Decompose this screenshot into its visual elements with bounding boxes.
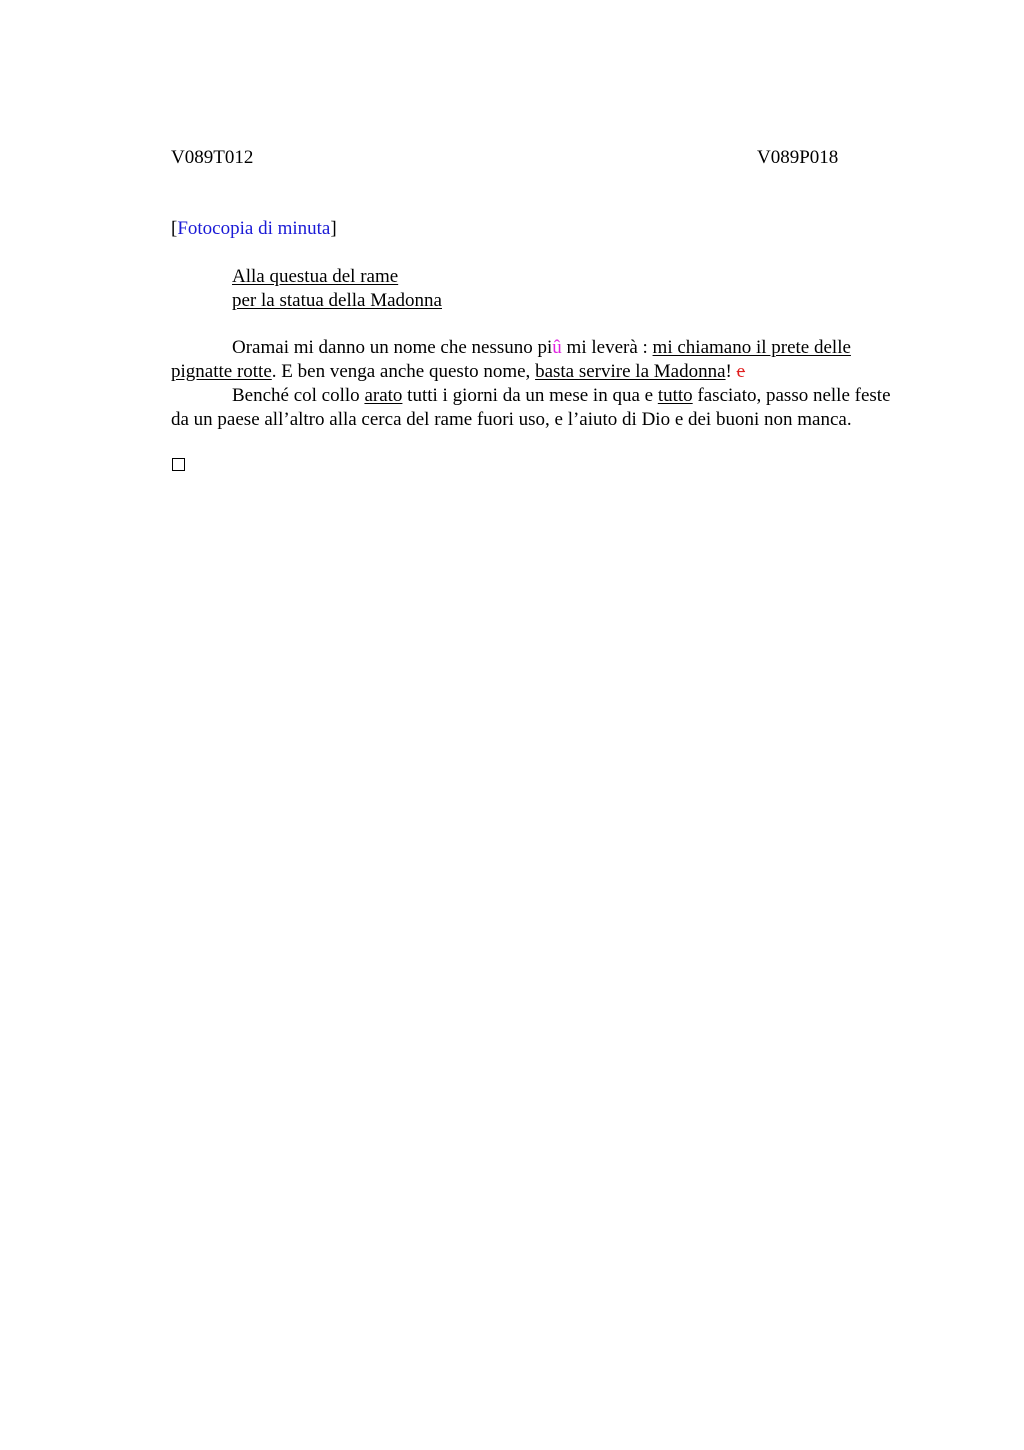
p1-underlined-phrase-2: basta servire la Madonna (535, 361, 726, 382)
end-marker-square-icon (172, 458, 185, 471)
p1-corrected-letter: û (552, 337, 562, 358)
p1-text-c: . E ben venga anche questo nome, (271, 361, 536, 382)
p2-underlined-word-1: arato (364, 385, 403, 406)
paragraph-2 (171, 384, 913, 432)
p1-text-b: mi leverà : (561, 337, 653, 358)
body-text (171, 336, 913, 432)
p2-underlined-word-2: tutto (657, 385, 693, 406)
paragraph-1 (171, 336, 913, 384)
title-line-2: per la statua della Madonna (232, 290, 442, 311)
document-title (232, 265, 442, 313)
text-id: V089T012 (171, 147, 254, 168)
p1-text-d: ! (725, 361, 737, 382)
source-note (171, 217, 337, 241)
source-note-close-bracket: ] (330, 218, 337, 239)
p2-text-c: fasciato, passo nelle feste da un paese all’altro alla cerca del rame fuori uso, e l’aiuto di Dio e dei buoni non manca. (171, 385, 891, 430)
page-id: V089P018 (757, 147, 839, 168)
p1-deleted-text: e (736, 361, 746, 382)
p2-text-a: Benché col collo (232, 385, 365, 406)
p1-text-a: Oramai mi danno un nome che nessuno pi (232, 337, 553, 358)
p2-text-b: tutti i giorni da un mese in qua e (402, 385, 658, 406)
p1-underlined-phrase-1: mi chiamano il prete delle pignatte rotte (171, 337, 851, 382)
title-line-1: Alla questua del rame (232, 266, 399, 287)
source-note-label: Fotocopia di minuta (177, 218, 331, 239)
source-note-open-bracket: [ (171, 218, 178, 239)
